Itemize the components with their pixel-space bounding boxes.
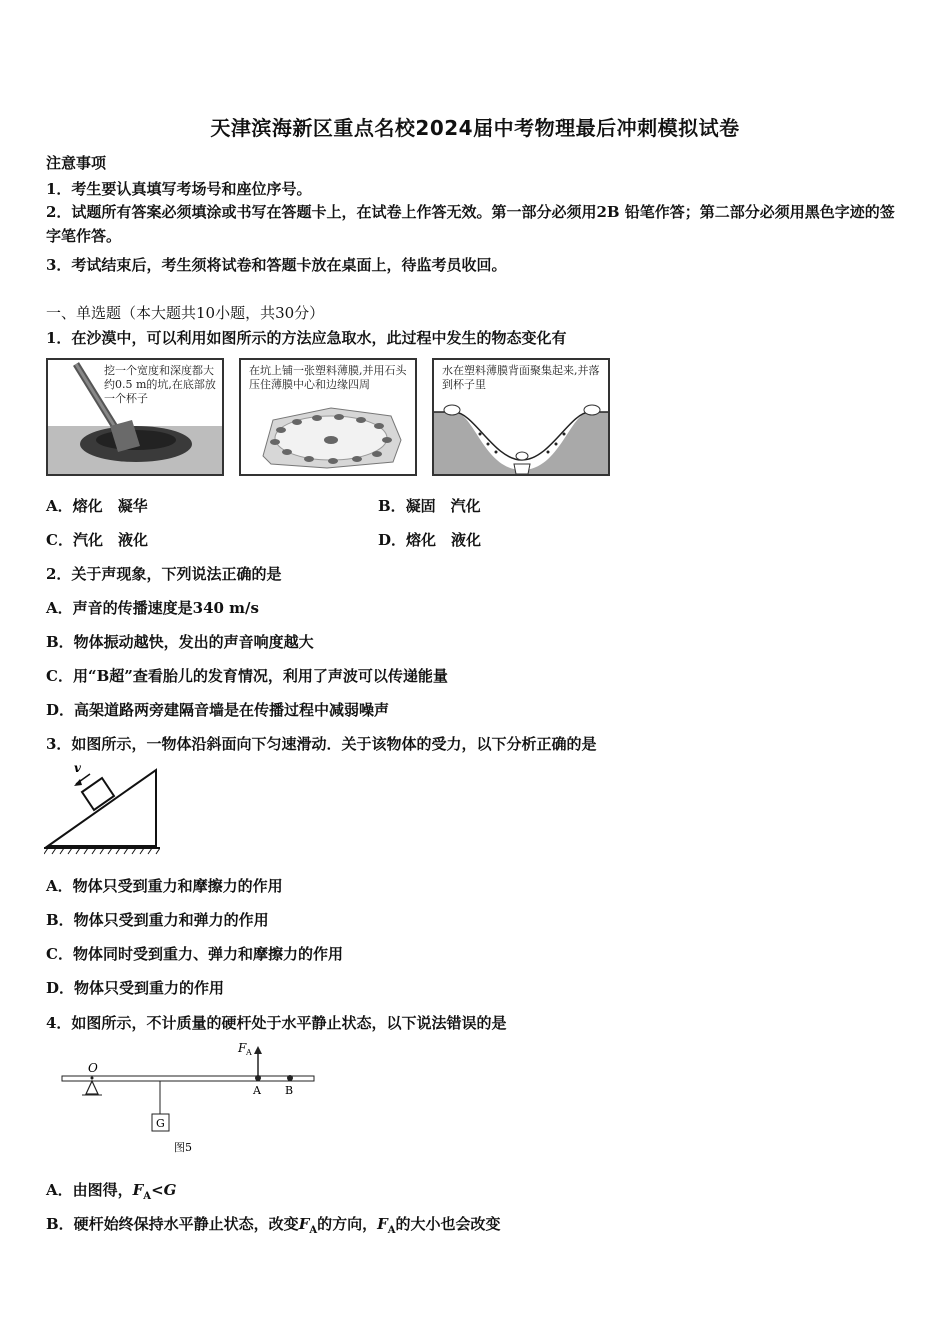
q4-option-a-prefix: A．由图得， xyxy=(46,1181,133,1199)
condensation-cross-section-illustration xyxy=(434,360,608,474)
q4-lever-figure xyxy=(56,1038,320,1160)
q4-option-b-mid: 的方向， xyxy=(317,1215,378,1233)
section-heading: 一、单选题（本大题共10小题，共30分） xyxy=(46,304,325,322)
notice-heading: 注意事项 xyxy=(46,154,107,172)
q4-option-a-sub: A xyxy=(143,1191,152,1202)
q1-panel-3-caption: 水在塑料薄膜背面聚集起来,并落到杯子里 xyxy=(442,364,600,391)
q1-panel-2-caption: 在坑上铺一张塑料薄膜,并用石头压住薄膜中心和边缘四周 xyxy=(249,364,407,391)
q1-option-b[interactable]: B．凝固 汽化 xyxy=(378,497,481,515)
q3-option-b[interactable]: B．物体只受到重力和弹力的作用 xyxy=(46,911,269,929)
q1-figure-panel-1 xyxy=(46,358,224,476)
q1-stem: 1．在沙漠中，可以利用如图所示的方法应急取水，此过程中发生的物态变化有 xyxy=(46,329,567,347)
q1-figure-panel-3 xyxy=(432,358,610,476)
q1-panel-1-caption: 挖一个宽度和深度都大约0.5 m的坑,在底部放一个杯子 xyxy=(104,364,216,405)
q4-stem: 4．如图所示，不计质量的硬杆处于水平静止状态，以下说法错误的是 xyxy=(46,1014,507,1032)
q2-option-c[interactable]: C．用“B超”查看胎儿的发育情况，利用了声波可以传递能量 xyxy=(46,667,448,685)
q3-incline-figure xyxy=(44,760,160,856)
q3-option-c[interactable]: C．物体同时受到重力、弹力和摩擦力的作用 xyxy=(46,945,343,963)
q1-option-d[interactable]: D．熔化 液化 xyxy=(378,531,482,549)
notice-item-1: 1．考生要认真填写考场号和座位序号。 xyxy=(46,180,312,198)
velocity-label: v xyxy=(74,761,81,775)
q4-option-b-var2: F xyxy=(377,1215,388,1233)
q2-option-b[interactable]: B．物体振动越快，发出的声音响度越大 xyxy=(46,633,314,651)
q1-figure-panel-2 xyxy=(239,358,417,476)
figure-caption: 图5 xyxy=(174,1141,192,1154)
point-a-label: A xyxy=(253,1084,261,1097)
q4-option-a-var: F xyxy=(132,1181,144,1199)
q4-option-b-var1: F xyxy=(298,1215,310,1233)
point-b-label: B xyxy=(285,1084,294,1097)
q4-option-b-rest: 的大小也会改变 xyxy=(395,1215,501,1233)
q4-option-b-prefix: B．硬杆始终保持水平静止状态，改变 xyxy=(46,1215,299,1233)
plastic-film-illustration xyxy=(241,360,415,474)
force-label-subscript: A xyxy=(246,1048,252,1057)
q2-stem: 2．关于声现象，下列说法正确的是 xyxy=(46,565,282,583)
q4-option-a[interactable] xyxy=(46,1179,176,1202)
q3-stem: 3．如图所示，一物体沿斜面向下匀速滑动．关于该物体的受力，以下分析正确的是 xyxy=(46,735,597,753)
notice-item-3: 3．考试结束后，考生须将试卷和答题卡放在桌面上，待监考员收回。 xyxy=(46,256,507,274)
q4-option-b-sub2: A xyxy=(387,1225,396,1236)
q4-option-a-rest: <G xyxy=(151,1181,177,1199)
q4-option-b[interactable] xyxy=(46,1213,501,1236)
page-title: 天津滨海新区重点名校2024届中考物理最后冲刺模拟试卷 xyxy=(210,116,740,140)
notice-item-2: 2．试题所有答案必须填涂或书写在答题卡上，在试卷上作答无效。第一部分必须用2B 铅笔作答；第二部分必须用黑色字迹的签字笔作答。 xyxy=(46,203,895,245)
q1-option-c[interactable]: C．汽化 液化 xyxy=(46,531,148,549)
q2-option-d[interactable]: D．高架道路两旁建隔音墙是在传播过程中减弱噪声 xyxy=(46,701,390,719)
weight-label: G xyxy=(156,1117,165,1130)
force-label: F xyxy=(238,1041,247,1055)
q2-option-a[interactable]: A．声音的传播速度是340 m/s xyxy=(46,599,259,617)
pivot-label: O xyxy=(88,1061,98,1075)
q4-option-b-sub1: A xyxy=(309,1225,318,1236)
q3-option-d[interactable]: D．物体只受到重力的作用 xyxy=(46,979,225,997)
q1-option-a[interactable]: A．熔化 凝华 xyxy=(46,497,148,515)
q3-option-a[interactable]: A．物体只受到重力和摩擦力的作用 xyxy=(46,877,283,895)
